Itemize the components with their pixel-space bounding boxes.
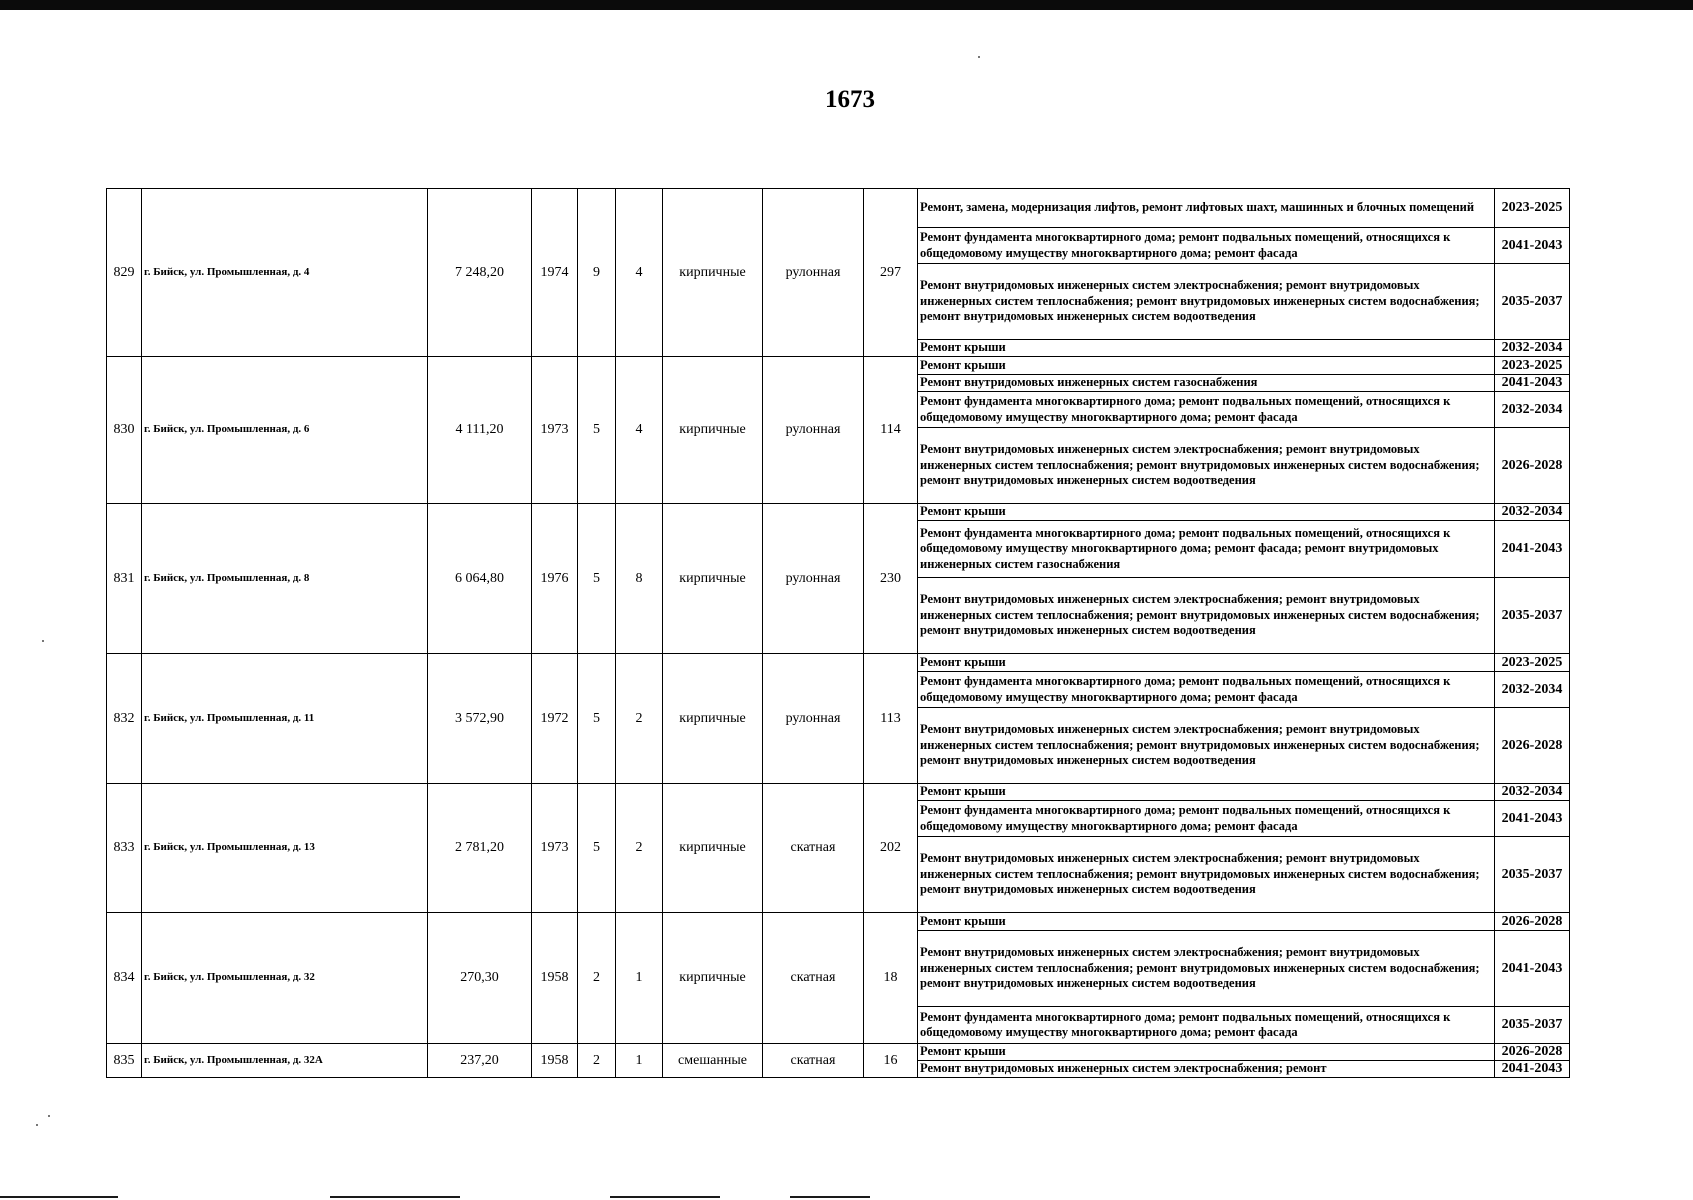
building-address: г. Бийск, ул. Промышленная, д. 6 <box>142 357 428 504</box>
repair-work-type: Ремонт внутридомовых инженерных систем электроснабжения; ремонт <box>918 1061 1495 1078</box>
scan-speck <box>48 1115 50 1117</box>
repair-period: 2035-2037 <box>1495 578 1570 654</box>
building-area: 237,20 <box>428 1044 532 1078</box>
building-address: г. Бийск, ул. Промышленная, д. 13 <box>142 784 428 913</box>
repair-period: 2023-2025 <box>1495 357 1570 375</box>
repair-period: 2026-2028 <box>1495 913 1570 931</box>
repair-period: 2041-2043 <box>1495 931 1570 1007</box>
repair-work-type: Ремонт внутридомовых инженерных систем электроснабжения; ремонт внутридомовых инженерных систем теплоснабжения; ремонт внутридомовых инженерных систем водоснабжения; ремонт внутридомовых инженерных систем водоотведения <box>918 708 1495 784</box>
building-floors: 5 <box>578 784 616 913</box>
table-row <box>107 189 1570 228</box>
repair-period: 2032-2034 <box>1495 784 1570 801</box>
building-entrances: 8 <box>616 504 663 654</box>
table-row <box>107 357 1570 375</box>
building-year: 1976 <box>532 504 578 654</box>
repair-period: 2026-2028 <box>1495 428 1570 504</box>
repair-period: 2041-2043 <box>1495 1061 1570 1078</box>
residents-count: 202 <box>864 784 918 913</box>
table-row <box>107 784 1570 801</box>
building-year: 1958 <box>532 913 578 1044</box>
repair-period: 2023-2025 <box>1495 189 1570 228</box>
scan-speck <box>978 56 980 58</box>
page-number: 1673 <box>825 86 875 113</box>
building-year: 1972 <box>532 654 578 784</box>
wall-material: кирпичные <box>663 189 763 357</box>
scan-edge-bottom-right <box>790 1196 870 1198</box>
building-entrances: 2 <box>616 784 663 913</box>
residents-count: 18 <box>864 913 918 1044</box>
residents-count: 114 <box>864 357 918 504</box>
repair-work-type: Ремонт внутридомовых инженерных систем электроснабжения; ремонт внутридомовых инженерных систем теплоснабжения; ремонт внутридомовых инженерных систем водоснабжения; ремонт внутридомовых инженерных систем водоотведения <box>918 264 1495 340</box>
building-address: г. Бийск, ул. Промышленная, д. 4 <box>142 189 428 357</box>
repair-work-type: Ремонт внутридомовых инженерных систем газоснабжения <box>918 375 1495 392</box>
repair-period: 2032-2034 <box>1495 672 1570 708</box>
building-year: 1973 <box>532 784 578 913</box>
building-entrances: 4 <box>616 357 663 504</box>
building-year: 1973 <box>532 357 578 504</box>
building-entrances: 2 <box>616 654 663 784</box>
wall-material: кирпичные <box>663 784 763 913</box>
building-number: 834 <box>107 913 142 1044</box>
building-floors: 5 <box>578 357 616 504</box>
roof-type: рулонная <box>763 189 864 357</box>
wall-material: кирпичные <box>663 913 763 1044</box>
repair-work-type: Ремонт крыши <box>918 654 1495 672</box>
scan-edge-top <box>0 0 1693 10</box>
roof-type: рулонная <box>763 357 864 504</box>
repair-work-type: Ремонт фундамента многоквартирного дома; ремонт подвальных помещений, относящихся к общедомовому имуществу многоквартирного дома; ремонт фасада <box>918 228 1495 264</box>
repair-work-type: Ремонт фундамента многоквартирного дома; ремонт подвальных помещений, относящихся к общедомовому имуществу многоквартирного дома; ремонт фасада <box>918 1007 1495 1044</box>
table-row <box>107 654 1570 672</box>
building-number: 832 <box>107 654 142 784</box>
building-address: г. Бийск, ул. Промышленная, д. 32 <box>142 913 428 1044</box>
wall-material: кирпичные <box>663 504 763 654</box>
roof-type: рулонная <box>763 504 864 654</box>
scan-speck <box>36 1124 38 1126</box>
wall-material: кирпичные <box>663 654 763 784</box>
repair-period: 2032-2034 <box>1495 392 1570 428</box>
repair-work-type: Ремонт фундамента многоквартирного дома; ремонт подвальных помещений, относящихся к общедомовому имуществу многоквартирного дома; ремонт фасада <box>918 801 1495 837</box>
roof-type: скатная <box>763 913 864 1044</box>
repair-period: 2035-2037 <box>1495 264 1570 340</box>
building-area: 7 248,20 <box>428 189 532 357</box>
repair-work-type: Ремонт фундамента многоквартирного дома; ремонт подвальных помещений, относящихся к общедомовому имуществу многоквартирного дома; ремонт фасада; ремонт внутридомовых инженерных систем газоснабжения <box>918 521 1495 578</box>
repair-work-type: Ремонт внутридомовых инженерных систем электроснабжения; ремонт внутридомовых инженерных систем теплоснабжения; ремонт внутридомовых инженерных систем водоснабжения; ремонт внутридомовых инженерных систем водоотведения <box>918 578 1495 654</box>
building-area: 4 111,20 <box>428 357 532 504</box>
repair-work-type: Ремонт внутридомовых инженерных систем электроснабжения; ремонт внутридомовых инженерных систем теплоснабжения; ремонт внутридомовых инженерных систем водоснабжения; ремонт внутридомовых инженерных систем водоотведения <box>918 428 1495 504</box>
repair-work-type: Ремонт крыши <box>918 784 1495 801</box>
scan-edge-bottom-mid <box>330 1196 460 1198</box>
building-number: 831 <box>107 504 142 654</box>
building-floors: 5 <box>578 504 616 654</box>
repair-work-type: Ремонт фундамента многоквартирного дома; ремонт подвальных помещений, относящихся к общедомовому имуществу многоквартирного дома; ремонт фасада <box>918 672 1495 708</box>
repair-period: 2041-2043 <box>1495 801 1570 837</box>
repair-work-type: Ремонт крыши <box>918 913 1495 931</box>
building-floors: 2 <box>578 913 616 1044</box>
building-area: 270,30 <box>428 913 532 1044</box>
repair-register-table <box>106 188 1570 1078</box>
repair-work-type: Ремонт крыши <box>918 357 1495 375</box>
building-number: 829 <box>107 189 142 357</box>
scan-edge-bottom-mid2 <box>610 1196 720 1198</box>
residents-count: 230 <box>864 504 918 654</box>
building-entrances: 1 <box>616 913 663 1044</box>
building-area: 3 572,90 <box>428 654 532 784</box>
building-floors: 9 <box>578 189 616 357</box>
residents-count: 297 <box>864 189 918 357</box>
roof-type: рулонная <box>763 654 864 784</box>
repair-work-type: Ремонт фундамента многоквартирного дома; ремонт подвальных помещений, относящихся к общедомовому имуществу многоквартирного дома; ремонт фасада <box>918 392 1495 428</box>
building-number: 833 <box>107 784 142 913</box>
building-number: 835 <box>107 1044 142 1078</box>
register-body <box>107 189 1570 1078</box>
building-area: 2 781,20 <box>428 784 532 913</box>
roof-type: скатная <box>763 1044 864 1078</box>
repair-period: 2035-2037 <box>1495 837 1570 913</box>
wall-material: кирпичные <box>663 357 763 504</box>
building-address: г. Бийск, ул. Промышленная, д. 8 <box>142 504 428 654</box>
building-number: 830 <box>107 357 142 504</box>
repair-period: 2035-2037 <box>1495 1007 1570 1044</box>
repair-work-type: Ремонт внутридомовых инженерных систем электроснабжения; ремонт внутридомовых инженерных систем теплоснабжения; ремонт внутридомовых инженерных систем водоснабжения; ремонт внутридомовых инженерных систем водоотведения <box>918 931 1495 1007</box>
table-row <box>107 913 1570 931</box>
building-entrances: 1 <box>616 1044 663 1078</box>
repair-work-type: Ремонт крыши <box>918 1044 1495 1061</box>
residents-count: 113 <box>864 654 918 784</box>
building-year: 1974 <box>532 189 578 357</box>
building-floors: 5 <box>578 654 616 784</box>
scan-edge-bottom-left <box>0 1196 118 1198</box>
repair-period: 2026-2028 <box>1495 1044 1570 1061</box>
repair-period: 2032-2034 <box>1495 504 1570 521</box>
repair-period: 2041-2043 <box>1495 375 1570 392</box>
wall-material: смешанные <box>663 1044 763 1078</box>
building-address: г. Бийск, ул. Промышленная, д. 11 <box>142 654 428 784</box>
repair-period: 2026-2028 <box>1495 708 1570 784</box>
repair-period: 2032-2034 <box>1495 340 1570 357</box>
building-entrances: 4 <box>616 189 663 357</box>
residents-count: 16 <box>864 1044 918 1078</box>
roof-type: скатная <box>763 784 864 913</box>
scan-speck <box>42 640 44 642</box>
building-address: г. Бийск, ул. Промышленная, д. 32А <box>142 1044 428 1078</box>
repair-work-type: Ремонт крыши <box>918 504 1495 521</box>
table-row <box>107 1044 1570 1061</box>
table-row <box>107 504 1570 521</box>
repair-period: 2041-2043 <box>1495 521 1570 578</box>
building-area: 6 064,80 <box>428 504 532 654</box>
building-floors: 2 <box>578 1044 616 1078</box>
repair-work-type: Ремонт внутридомовых инженерных систем электроснабжения; ремонт внутридомовых инженерных систем теплоснабжения; ремонт внутридомовых инженерных систем водоснабжения; ремонт внутридомовых инженерных систем водоотведения <box>918 837 1495 913</box>
building-year: 1958 <box>532 1044 578 1078</box>
repair-work-type: Ремонт, замена, модернизация лифтов, ремонт лифтовых шахт, машинных и блочных помещений <box>918 189 1495 228</box>
repair-period: 2023-2025 <box>1495 654 1570 672</box>
repair-period: 2041-2043 <box>1495 228 1570 264</box>
repair-work-type: Ремонт крыши <box>918 340 1495 357</box>
